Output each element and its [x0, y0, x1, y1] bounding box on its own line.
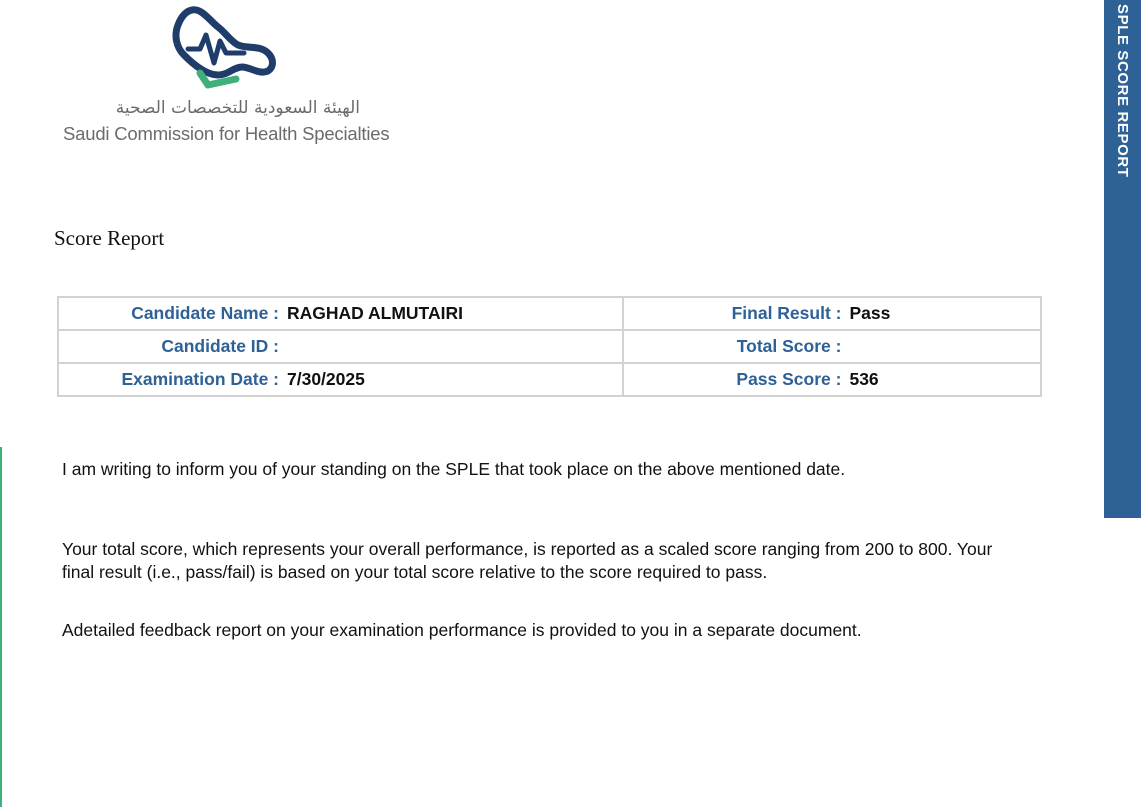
final-result-value: Pass — [849, 303, 891, 323]
candidate-info-table — [57, 296, 1042, 397]
candidate-name-cell — [58, 297, 623, 330]
candidate-id-label: Candidate ID : — [161, 336, 279, 356]
candidate-id-cell — [58, 330, 623, 363]
logo-english-name: Saudi Commission for Health Specialties — [63, 123, 390, 144]
left-accent-rule — [0, 447, 2, 807]
pass-score-cell — [623, 363, 1041, 396]
intro-paragraph: I am writing to inform you of your standing on the SPLE that took place on the above mentioned date. — [62, 459, 846, 479]
page-title: Score Report — [54, 226, 165, 250]
table-row — [58, 297, 1041, 330]
table-row — [58, 330, 1041, 363]
logo-arabic-name: الهيئة السعودية للتخصصات الصحية — [115, 98, 360, 118]
scfhs-logo-icon — [170, 5, 282, 97]
total-score-label: Total Score : — [736, 336, 842, 356]
total-score-cell — [623, 330, 1041, 363]
candidate-name-value: RAGHAD ALMUTAIRI — [287, 303, 463, 323]
examination-date-cell — [58, 363, 623, 396]
final-result-cell — [623, 297, 1041, 330]
feedback-paragraph: Adetailed feedback report on your examination performance is provided to you in a separate document. — [62, 620, 862, 640]
score-explanation-paragraph: Your total score, which represents your overall performance, is reported as a scaled score ranging from 200 to 800. Your final result (i.e., pass/fail) is based on your total score relative to the score required to pass. — [62, 539, 993, 582]
pass-score-value: 536 — [849, 369, 879, 389]
candidate-name-label: Candidate Name : — [131, 303, 279, 323]
side-band-label: SPLE SCORE REPORT — [1114, 4, 1131, 178]
examination-date-label: Examination Date : — [121, 369, 279, 389]
final-result-label: Final Result : — [731, 303, 842, 323]
pass-score-label: Pass Score : — [736, 369, 842, 389]
examination-date-value: 7/30/2025 — [287, 369, 365, 389]
table-row — [58, 363, 1041, 396]
